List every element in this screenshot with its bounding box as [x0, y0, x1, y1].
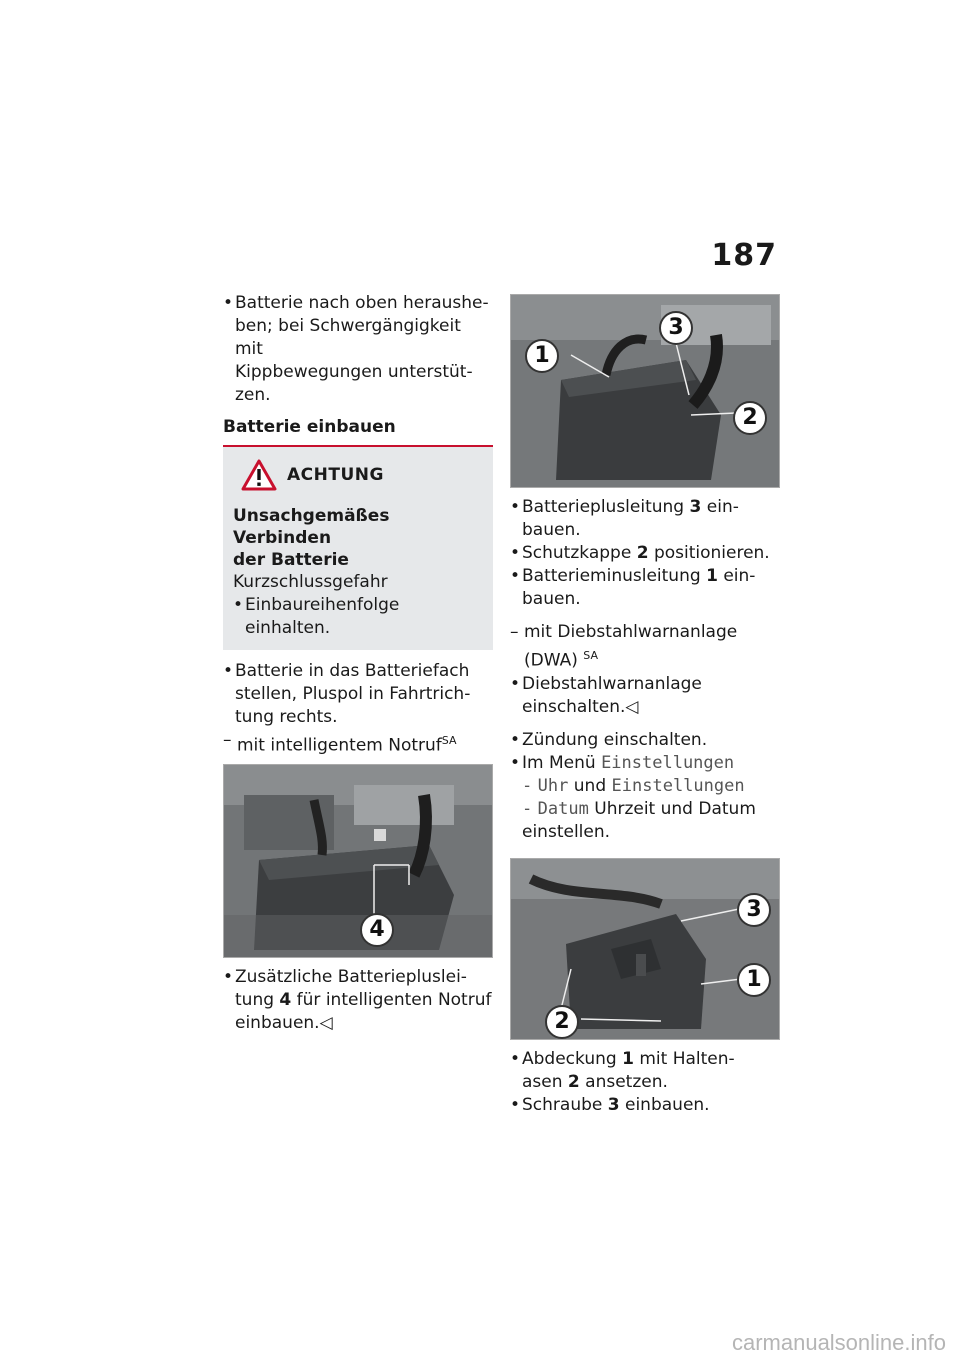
callout-4: 4: [360, 913, 394, 947]
step-enable-dwa: • Diebstahlwarnanlage einschalten.◁: [510, 673, 702, 717]
callout-3: 3: [737, 893, 771, 927]
step-protective-cap: • Schutzkappe 2 positionieren.: [510, 543, 770, 563]
callout-1: 1: [525, 339, 559, 373]
right-column: [510, 292, 780, 1117]
warning-box: [223, 447, 493, 650]
battery-photo-notruf: [223, 764, 493, 958]
callout-3: 3: [659, 311, 693, 345]
warning-text: Kurzschlussgefahr: [233, 572, 388, 592]
step-screw: • Schraube 3 einbauen.: [510, 1094, 710, 1115]
section-heading-install: Batterie einbauen: [223, 417, 396, 437]
left-column: [223, 292, 493, 1035]
step-remove-battery: • Batterie nach oben heraushe- ben; bei Schwergängigkeit mit Kippbewegungen unterstüt- zen.: [223, 293, 489, 405]
warning-triangle-icon: [241, 459, 277, 491]
condition-notruf: – mit intelligentem Notruf$^{SA}$: [223, 730, 457, 756]
warning-subtitle: Unsachgemäßes Verbinden der Batterie: [233, 506, 390, 570]
step-menu-clock: • Im Menü Einstellungen - Uhr und Einstellungen - Datum Uhrzeit und Datum einstellen.: [510, 752, 756, 842]
watermark: carmanualsonline.info: [731, 1330, 946, 1355]
step-plus-cable: • Batterieplusleitung 3 ein- bauen.: [510, 497, 739, 540]
step-extra-cable: • Zusätzliche Batteriepluslei- tung 4 für intelligenten Notruf einbauen.◁: [223, 966, 492, 1033]
step-insert-battery: • Batterie in das Batteriefach stellen, Pluspol in Fahrtrich- tung rechts.: [223, 661, 471, 727]
step-ignition: • Zündung einschalten.: [510, 729, 708, 750]
step-cover: • Abdeckung 1 mit Halten- asen 2 ansetzen.: [510, 1048, 735, 1092]
callout-2: 2: [733, 401, 767, 435]
battery-photo-terminals: [510, 294, 780, 488]
battery-cover-photo: [510, 858, 780, 1040]
warning-title: ACHTUNG: [287, 465, 384, 485]
warning-instruction: • Einbaureihenfolge einhalten.: [233, 595, 400, 638]
page-number: 187: [711, 238, 777, 273]
callout-1: 1: [737, 963, 771, 997]
step-minus-cable: • Batterieminusleitung 1 ein- bauen.: [510, 566, 756, 609]
callout-2: 2: [545, 1005, 579, 1039]
condition-dwa: – mit Diebstahlwarnanlage (DWA) $^{SA}$: [510, 622, 738, 671]
